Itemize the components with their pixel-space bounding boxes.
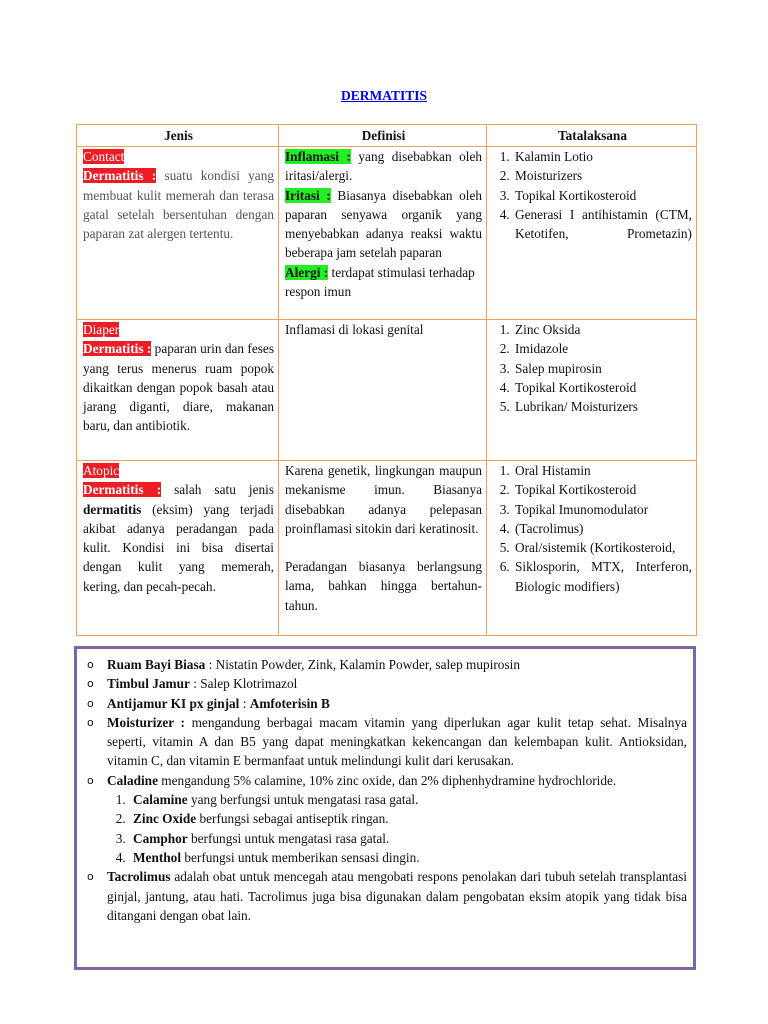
def-paragraph: Karena genetik, lingkungan maupun mekanisme imun. Biasanya disebabkan adanya pelepasan proinflamasi sitokin dari keratinosit. — [285, 463, 482, 536]
note-text: : Nistatin Powder, Zink, Kalamin Powder, salep mupirosin — [205, 657, 520, 672]
def-paragraph: Peradangan biasanya berlangsung lama, bahkan hingga bertahun-tahun. — [285, 559, 482, 613]
def-text: Biasanya disebabkan oleh paparan senyawa organik yang menyebabkan adanya reaksi waktu beberapa jam setelah paparan — [285, 187, 482, 261]
bullet-icon: o — [87, 677, 94, 691]
list-item: 3. Salep mupirosin — [513, 359, 692, 378]
ingredient-name: Zinc Oxide — [133, 811, 197, 827]
note-timbul-jamur — [87, 674, 687, 693]
jenis-text: paparan urin dan feses yang terus menerus ruam popok dikaitkan dengan popok basah atau jarang diganti, diare, makanan baru, dan antibiotik. — [83, 341, 274, 434]
treatment-list — [493, 147, 692, 243]
def-text: yang disebabkan oleh iritasi/alergi. — [285, 149, 483, 184]
cell-tatalaksana-diaper — [487, 320, 697, 461]
table-row-contact — [77, 147, 697, 320]
bullet-icon: o — [87, 658, 94, 671]
table-header-row — [77, 125, 697, 147]
list-item — [129, 829, 687, 848]
jenis-text: salah satu jenis — [161, 482, 275, 498]
note-label: Antijamur KI px ginjal — [107, 695, 240, 711]
jenis-bold: dermatitis — [83, 501, 142, 517]
bullet-icon: o — [87, 715, 94, 729]
list-item: 2. Imidazole — [513, 339, 692, 358]
def-text: Inflamasi di lokasi genital — [285, 322, 424, 337]
cell-definisi-contact — [279, 147, 487, 320]
caladine-ingredients — [107, 790, 687, 867]
cell-jenis-atopic — [77, 461, 279, 636]
treatment-list — [493, 320, 692, 416]
jenis-label: Dermatitis : — [83, 482, 162, 498]
jenis-text: (eksim) yang terjadi akibat adanya peradangan pada kulit. Kondisi ini bisa disertai dengan kulit yang memerah, kering, dan pecah-pecah. — [83, 501, 274, 594]
list-item: 2. Topikal Kortikosteroid — [513, 480, 692, 499]
jenis-label: Dermatitis : — [83, 168, 157, 184]
note-text: adalah obat untuk mencegah atau mengobati respons penolakan dari tubuh setelah transplantasi ginjal, jantung, atau hati. Tacrolimus juga bisa digunakan dalam pengobatan eksim atopik yang tidak bisa ditangani dengan obat lain. — [107, 869, 687, 923]
list-item: 3. Topikal Kortikosteroid — [513, 186, 692, 205]
note-label: Tacrolimus — [107, 869, 171, 885]
document-title — [0, 86, 768, 105]
ingredient-name: Camphor — [133, 830, 188, 846]
ingredient-text: berfungsi sebagai antiseptik ringan. — [196, 811, 389, 827]
list-item: 3. Topikal Imunomodulator — [513, 500, 692, 519]
note-caladine — [87, 771, 687, 867]
list-item: 2. Moisturizers — [513, 166, 692, 185]
note-tacrolimus — [87, 867, 687, 925]
ingredient-text: berfungsi untuk mengatasi rasa gatal. — [187, 830, 390, 846]
def-label: Inflamasi : — [285, 149, 351, 164]
jenis-head: Diaper — [83, 322, 120, 337]
list-item: 5. Oral/sistemik (Kortikosteroid, — [513, 538, 692, 557]
note-moisturizer — [87, 713, 687, 771]
bullet-icon: o — [87, 696, 94, 710]
ingredient-text: berfungsi untuk memberikan sensasi dingin. — [181, 849, 420, 865]
table-row-diaper — [77, 320, 697, 461]
title-link[interactable]: DERMATITIS — [340, 88, 428, 103]
list-item — [129, 809, 687, 828]
cell-definisi-diaper — [279, 320, 487, 461]
note-label: Timbul Jamur — [107, 676, 190, 692]
cell-jenis-diaper — [77, 320, 279, 461]
note-label: Moisturizer : — [107, 714, 185, 730]
def-label: Iritasi : — [285, 187, 331, 203]
list-item — [129, 790, 687, 809]
ingredient-name: Menthol — [133, 849, 182, 865]
ingredient-name: Calamine — [133, 792, 188, 808]
note-text: mengandung 5% calamine, 10% zinc oxide, dan 2% diphenhydramine hydrochloride. — [157, 772, 617, 788]
def-label: Alergi : — [285, 264, 329, 280]
table-row-atopic — [77, 461, 697, 636]
jenis-label: Dermatitis : — [83, 341, 152, 357]
list-item: 1. Kalamin Lotio — [513, 147, 692, 166]
note-value: Amfoterisin B — [249, 695, 330, 711]
header-tatalaksana: Tatalaksana — [487, 125, 697, 147]
jenis-head: Atopic — [83, 463, 120, 478]
list-item — [129, 848, 687, 867]
cell-tatalaksana-contact — [487, 147, 697, 320]
cell-tatalaksana-atopic — [487, 461, 697, 636]
list-item: 6. Siklosporin, MTX, Interferon, Biologic modifiers) — [513, 557, 692, 596]
header-jenis: Jenis — [77, 125, 279, 147]
note-label: Ruam Bayi Biasa — [107, 657, 206, 672]
list-item: 1. Zinc Oksida — [513, 320, 692, 339]
note-text: : Salep Klotrimazol — [189, 676, 298, 692]
note-text: mengandung berbagai macam vitamin yang diperlukan agar kulit tetap sehat. Misalnya seperti, vitamin A dan B5 yang dapat meningkatkan kekencangan dan kelembapan kulit. Antioksidan, vitamin C, dan vitamin E bermanfaat untuk melindungi kulit dari kerusakan. — [107, 714, 687, 769]
note-label: Caladine — [107, 772, 158, 788]
cell-definisi-atopic — [279, 461, 487, 636]
list-item: 4. Topikal Kortikosteroid — [513, 378, 692, 397]
bullet-icon: o — [87, 773, 94, 787]
notes-box — [74, 646, 696, 970]
bullet-icon: o — [87, 870, 94, 884]
jenis-head: Contact — [83, 149, 125, 164]
dermatitis-table — [76, 124, 697, 636]
list-item: 1. Oral Histamin — [513, 461, 692, 480]
notes-list — [77, 649, 693, 925]
header-definisi: Definisi — [279, 125, 487, 147]
list-item: 5. Lubrikan/ Moisturizers — [513, 397, 692, 416]
ingredient-text: yang berfungsi untuk mengatasi rasa gatal. — [187, 792, 419, 808]
treatment-list — [493, 461, 692, 596]
cell-jenis-contact — [77, 147, 279, 320]
note-ruam-bayi — [87, 655, 687, 674]
def-text: terdapat stimulasi terhadap respon imun — [285, 264, 475, 300]
list-item: 4. (Tacrolimus) — [513, 519, 692, 538]
jenis-text: suatu kondisi yang membuat kulit memerah dan terasa gatal setelah bersentuhan dengan paparan zat alergen tertentu. — [83, 168, 274, 242]
note-antijamur — [87, 694, 687, 713]
note-sep: : — [239, 695, 250, 711]
list-item: 4. Generasi I antihistamin (CTM, Ketotifen, Prometazin) — [513, 205, 692, 244]
